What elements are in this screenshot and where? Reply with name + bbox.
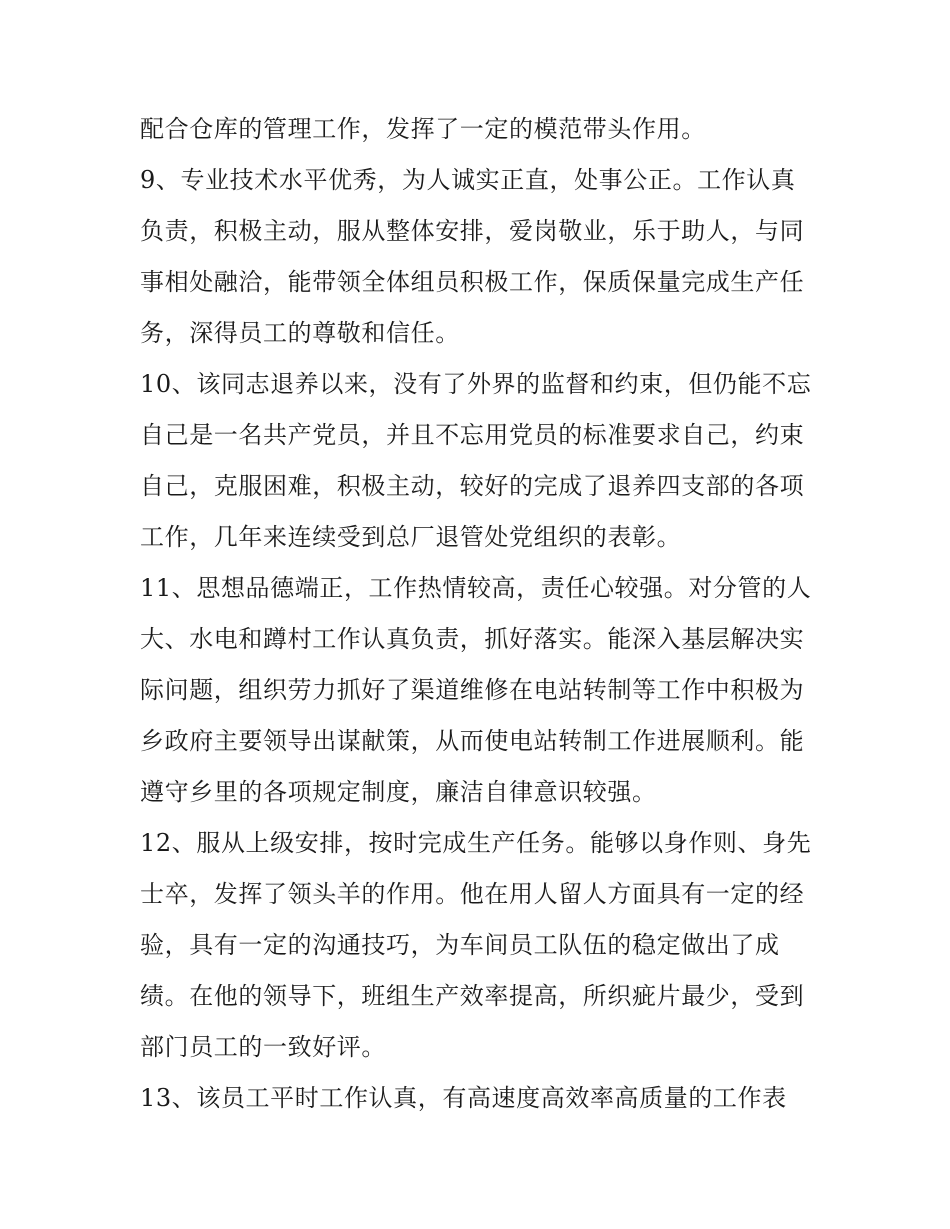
text-line: 大、水电和蹲村工作认真负责，抓好落实。能深入基层解决实	[140, 625, 805, 653]
text-line: 13、该员工平时工作认真，有高速度高效率高质量的工作表	[140, 1084, 787, 1112]
document-body	[140, 104, 830, 1124]
text-line: 11、思想品德端正，工作热情较高，责任心较强。对分管的人	[140, 574, 812, 602]
text-line: 遵守乡里的各项规定制度，廉洁自律意识较强。	[140, 778, 657, 806]
text-line: 工作，几年来连续受到总厂退管处党组织的表彰。	[140, 523, 682, 551]
text-line: 务，深得员工的尊敬和信任。	[140, 319, 460, 347]
text-line: 际问题，组织劳力抓好了渠道维修在电站转制等工作中积极为	[140, 676, 805, 704]
text-line: 自己，克服困难，积极主动，较好的完成了退养四支部的各项	[140, 472, 805, 500]
text-line: 10、该同志退养以来，没有了外界的监督和约束，但仍能不忘	[140, 370, 812, 398]
text-line: 士卒，发挥了领头羊的作用。他在用人留人方面具有一定的经	[140, 880, 805, 908]
text-line: 9、专业技术水平优秀，为人诚实正直，处事公正。工作认真	[140, 166, 796, 194]
text-line: 12、服从上级安排，按时完成生产任务。能够以身作则、身先	[140, 829, 812, 857]
text-line: 事相处融洽，能带领全体组员积极工作，保质保量完成生产任	[140, 268, 805, 296]
text-line: 自己是一名共产党员，并且不忘用党员的标准要求自己，约束	[140, 421, 805, 449]
text-line: 负责，积极主动，服从整体安排，爱岗敬业，乐于助人，与同	[140, 217, 805, 245]
text-line: 配合仓库的管理工作，发挥了一定的模范带头作用。	[140, 115, 706, 143]
text-line: 绩。在他的领导下，班组生产效率提高，所织疵片最少，受到	[140, 982, 805, 1010]
text-line: 部门员工的一致好评。	[140, 1033, 386, 1061]
text-line: 乡政府主要领导出谋献策，从而使电站转制工作进展顺利。能	[140, 727, 805, 755]
text-line: 验，具有一定的沟通技巧，为车间员工队伍的稳定做出了成	[140, 931, 780, 959]
